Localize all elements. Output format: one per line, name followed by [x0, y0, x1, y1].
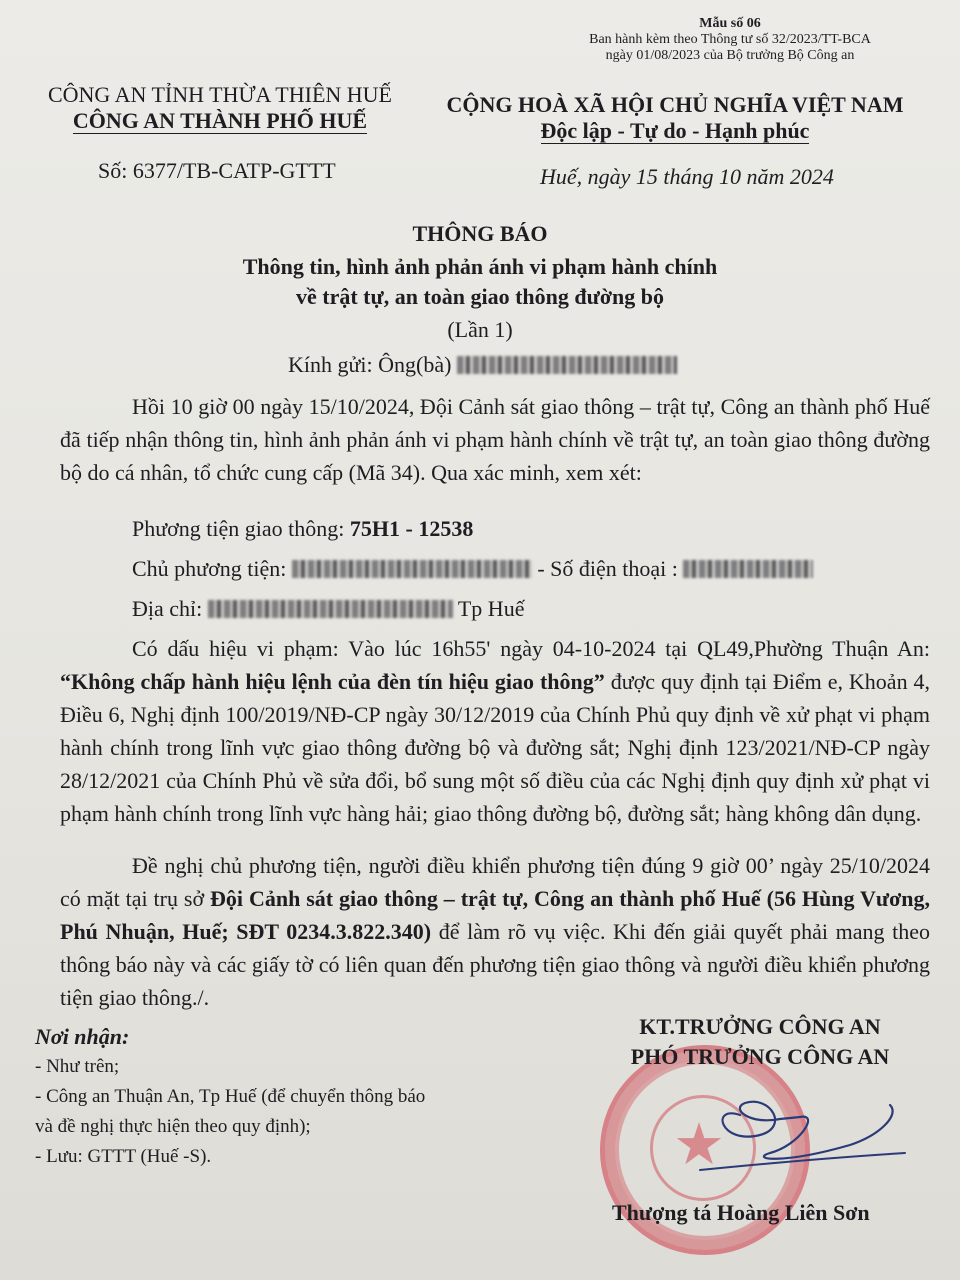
recipient-line [288, 352, 677, 378]
document-date: Huế, ngày 15 tháng 10 năm 2024 [540, 164, 834, 189]
signature-line1: KT.TRƯỞNG CÔNG AN [639, 1014, 881, 1039]
form-ref-line1: Ban hành kèm theo Thông tư số 32/2023/TT-BCA [589, 32, 871, 47]
owner-label: Chủ phương tiện: [132, 556, 292, 581]
notice-title-block [0, 220, 960, 344]
signature-title [560, 1012, 960, 1072]
owner-line [132, 552, 813, 585]
recipient-item: - Như trên; [35, 1056, 120, 1077]
national-header [430, 92, 920, 144]
redacted-owner-name [292, 560, 532, 578]
request-prefix: Đề nghị chủ phương tiện, người điều khiển phương tiện đúng 9 giờ 00’ ngày 25/10/2024 có mặt tại trụ sở [60, 853, 930, 911]
address-line [132, 592, 524, 625]
violation-name: “Không chấp hành hiệu lệnh của đèn tín hiệu giao thông” [60, 669, 605, 694]
vehicle-label: Phương tiện giao thông: [132, 516, 350, 541]
address-city: Tp Huế [452, 596, 525, 621]
address-label: Địa chỉ: [132, 596, 208, 621]
recipient-label: Kính gửi: Ông(bà) [288, 352, 452, 377]
notice-subtitle2: về trật tự, an toàn giao thông đường bộ [295, 284, 664, 309]
request-paragraph [60, 849, 930, 1014]
request-place: Đội Cảnh sát giao thông – trật tự, Công an thành phố Huế (56 Hùng Vương, Phú Nhuận, Huế; SĐT 0234.3.822.340) [60, 886, 930, 944]
signer-name: Thượng tá Hoàng Liên Sơn [612, 1200, 870, 1225]
redacted-phone [683, 560, 813, 578]
notice-subtitle1: Thông tin, hình ảnh phản ánh vi phạm hành chính [242, 254, 718, 279]
notice-round: (Lần 1) [447, 317, 513, 342]
document-number: Số: 6377/TB-CATP-GTTT [98, 158, 336, 183]
phone-label: - Số điện thoại : [531, 556, 678, 581]
vehicle-plate: 75H1 - 12538 [349, 516, 474, 541]
agency-parent: CÔNG AN TỈNH THỪA THIÊN HUẾ [47, 82, 392, 107]
recipients-block [35, 1022, 425, 1172]
redacted-address [208, 600, 453, 618]
nation-motto: Độc lập - Tự do - Hạnh phúc [540, 118, 810, 143]
vehicle-line [132, 512, 473, 545]
violation-prefix: Có dấu hiệu vi phạm: Vào lúc 16h55' ngày 04-10-2024 tại QL49,Phường Thuận An: [132, 636, 930, 661]
redacted-recipient-name [457, 356, 677, 374]
intro-paragraph: Hồi 10 giờ 00 ngày 15/10/2024, Đội Cảnh sát giao thông – trật tự, Công an thành phố Huế đã tiếp nhận thông tin, hình ảnh phản ánh vi phạm hành chính về trật tự, an toàn giao thông đường bộ do cá nhân, tổ chức cung cấp (Mã 34). Qua xác minh, xem xét: [60, 394, 930, 485]
form-number: Mẫu số 06 [699, 16, 761, 31]
nation-title: CỘNG HOÀ XÃ HỘI CHỦ NGHĨA VIỆT NAM [446, 92, 904, 117]
violation-paragraph [60, 632, 930, 830]
recipient-item: và đề nghị thực hiện theo quy định); [35, 1116, 311, 1137]
recipient-item: - Lưu: GTTT (Huế -S). [35, 1146, 212, 1167]
signature-line2: PHÓ TRƯỞNG CÔNG AN [630, 1044, 890, 1069]
form-reference [560, 16, 900, 64]
form-ref-line2: ngày 01/08/2023 của Bộ trưởng Bộ Công an [605, 48, 855, 63]
recipients-heading: Nơi nhận: [35, 1024, 130, 1049]
notice-title: THÔNG BÁO [412, 221, 548, 246]
agency-name: CÔNG AN THÀNH PHỐ HUẾ [72, 108, 368, 133]
request-rest: để làm rõ vụ việc. Khi đến giải quyết phải mang theo thông báo này và các giấy tờ có liên quan đến phương tiện giao thông và người điều khiển phương tiện giao thông./. [60, 919, 931, 1010]
agency-header [30, 82, 410, 134]
recipient-item: - Công an Thuận An, Tp Huế (để chuyển thông báo [35, 1086, 426, 1107]
stamp-star-icon: ★ [673, 1112, 725, 1177]
violation-rest: được quy định tại Điểm e, Khoản 4, Điều 6, Nghị định 100/2019/NĐ-CP ngày 30/12/2019 của Chính Phủ quy định về xử phạt vi phạm hành chính trong lĩnh vực giao thông đường bộ và đường sắt; Nghị định 123/2021/NĐ-CP ngày 28/12/2021 của Chính Phủ về sửa đổi, bổ sung một số điều của các Nghị định quy định xử phạt vi phạm hành chính trong lĩnh vực hàng hải; giao thông đường bộ, đường sắt; hàng không dân dụng. [60, 669, 931, 826]
handwritten-signature [650, 1075, 910, 1195]
